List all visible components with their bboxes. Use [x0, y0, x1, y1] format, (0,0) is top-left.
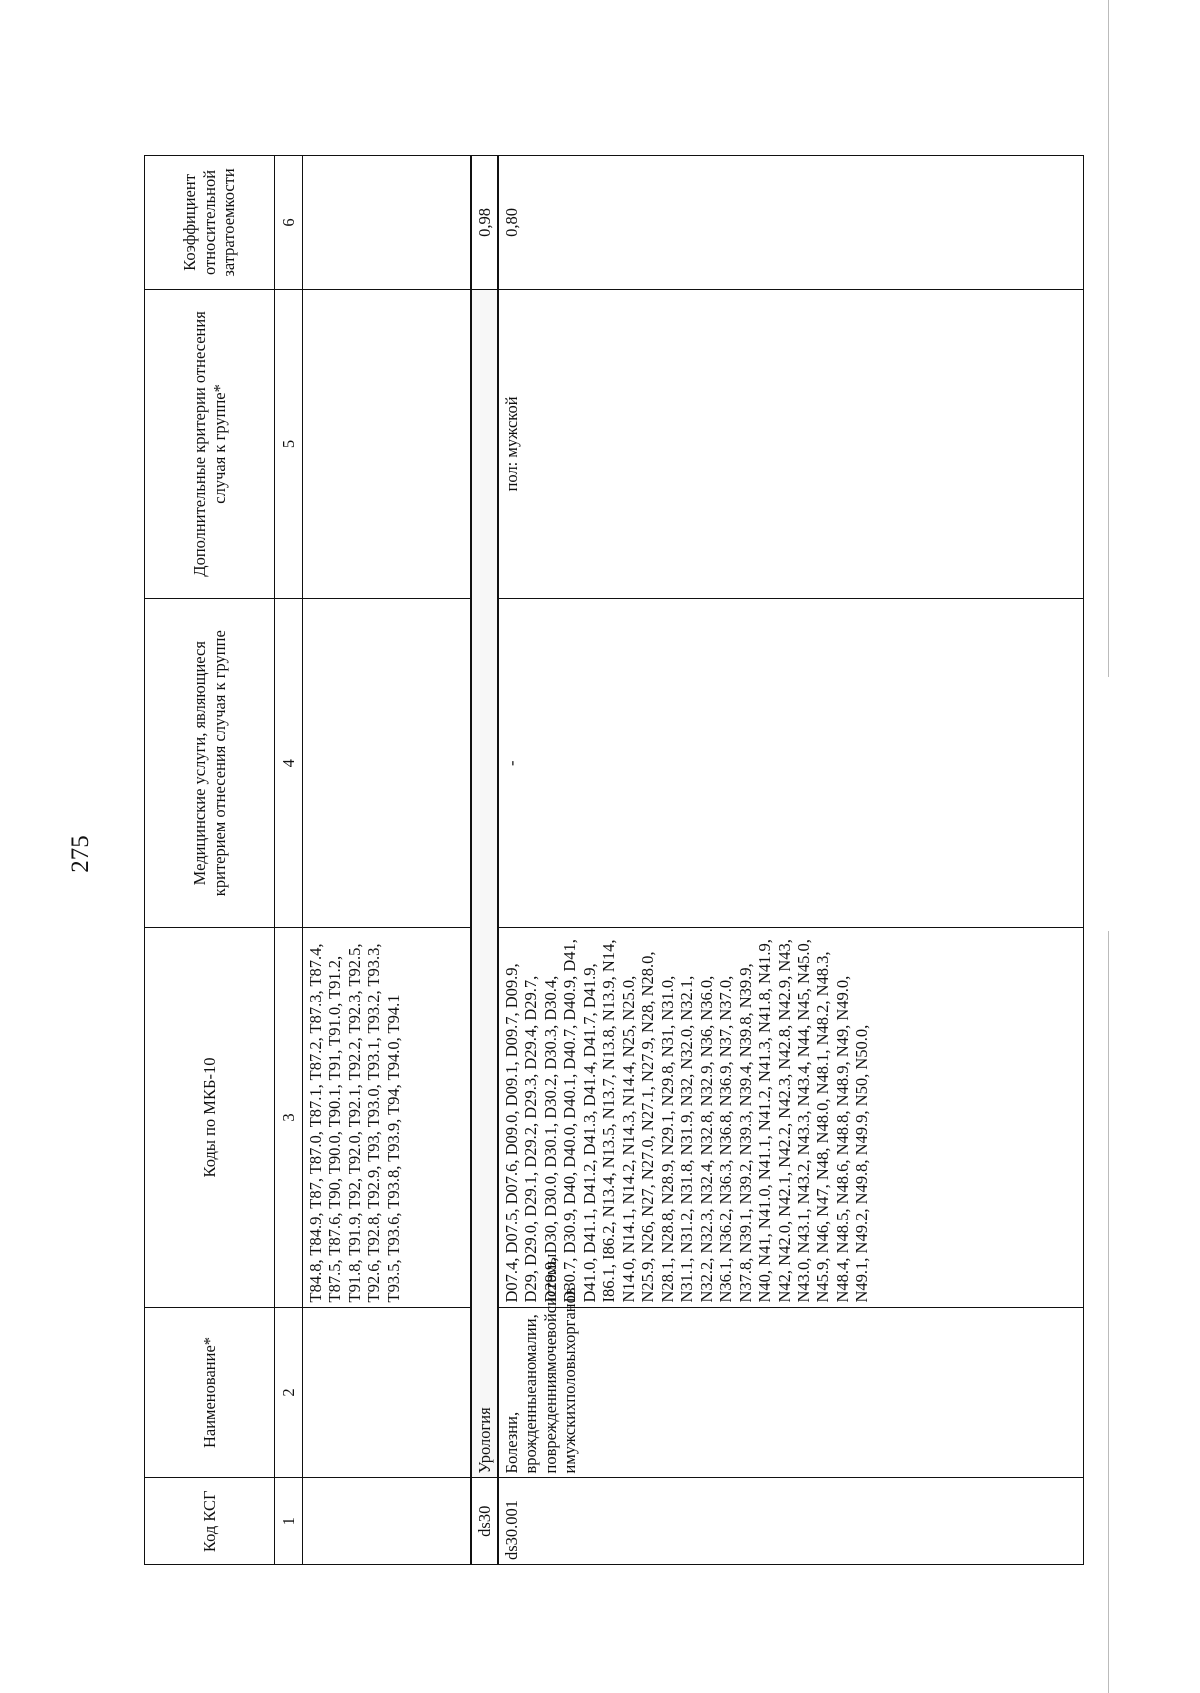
section-coefficient: 0,98: [471, 156, 498, 290]
section-code: ds30: [471, 1478, 498, 1565]
icd-codes-cell: T84.8, T84.9, T87, T87.0, T87.1, T87.2, T87.3, T87.4, T87.5, T87.6, T90, T90.0, T90.1, T91, T91.0, T91.2, T91.8, T91.9, T92, T92.0, T92.1, T92.2, T92.3, T92.5, T92.6, T92.8, T92.9, T93, T93.0, T93.1, T93.2, T93.3, T93.5, T93.6, T93.8, T93.9, T94, T94.0, T94.1: [303, 928, 471, 1307]
coefficient-cell: 0,80: [498, 156, 1084, 290]
tariff-table-sheet: [144, 155, 1084, 1565]
icd-codes-cell: D07.4, D07.5, D07.6, D09.0, D09.1, D09.7, D09.9, D29, D29.0, D29.1, D29.2, D29.3, D29.4, D29.7, D29.9, D30, D30.0, D30.1, D30.2, D30.3, D30.4, D30.7, D30.9, D40, D40.0, D40.1, D40.7, D40.9, D41, D41.0, D41.1, D41.2, D41.3, D41.4, D41.7, D41.9, I86.1, I86.2, N13.4, N13.5, N13.7, N13.8, N13.9, N14, N14.0, N14.1, N14.2, N14.3, N14.4, N25, N25.0, N25.9, N26, N27, N27.0, N27.1, N27.9, N28, N28.0, N28.1, N28.8, N28.9, N29.1, N29.8, N31, N31.0, N31.1, N31.2, N31.8, N31.9, N32, N32.0, N32.1, N32.2, N32.3, N32.4, N32.8, N32.9, N36, N36.0, N36.1, N36.2, N36.3, N36.8, N36.9, N37, N37.0, N37.8, N39.1, N39.2, N39.3, N39.4, N39.8, N39.9, N40, N41, N41.0, N41.1, N41.2, N41.3, N41.8, N41.9, N42, N42.0, N42.1, N42.2, N42.3, N42.8, N42.9, N43, N43.0, N43.1, N43.2, N43.3, N43.4, N44, N45, N45.0, N45.9, N46, N47, N48, N48.0, N48.1, N48.2, N48.3, N48.4, N48.5, N48.6, N48.8, N48.9, N49, N49.0, N49.1, N49.2, N49.8, N49.9, N50, N50.0,: [498, 928, 1084, 1307]
header-ksg-code: Код КСГ: [145, 1478, 275, 1565]
header-medical-services: Медицинские услуги, являющиеся критерием отнесения случая к группе: [145, 598, 275, 928]
ksg-code-cell: [303, 1478, 471, 1565]
header-name: Наименование*: [145, 1307, 275, 1478]
section-name: Урология: [471, 289, 498, 1478]
services-cell: -: [498, 598, 1084, 928]
column-number: 2: [275, 1307, 303, 1478]
column-number: 4: [275, 598, 303, 928]
header-icd-codes: Коды по МКБ-10: [145, 928, 275, 1307]
header-coefficient: Коэффициент относительной затратоемкости: [145, 156, 275, 290]
section-row: [471, 156, 498, 1565]
services-cell: [303, 598, 471, 928]
ksg-table: [144, 155, 1084, 1565]
table-row: [303, 156, 471, 1565]
scan-edge-line: [1108, 0, 1109, 1693]
table-row: [498, 156, 1084, 1565]
ksg-code-cell: ds30.001: [498, 1478, 1084, 1565]
column-number: 1: [275, 1478, 303, 1565]
page-number: 275: [66, 835, 94, 873]
column-number: 6: [275, 156, 303, 290]
name-cell: [303, 1307, 471, 1478]
header-row: [145, 156, 275, 1565]
column-number-row: [275, 156, 303, 1565]
header-additional-criteria: Дополнительные критерии отнесения случая к группе*: [145, 289, 275, 598]
criteria-cell: пол: мужской: [498, 289, 1084, 598]
criteria-cell: [303, 289, 471, 598]
name-cell: Болезни, врожденныеаномалии, поврежденниямочевойсистемы имужскихполовыхорганов: [498, 1307, 1084, 1478]
column-number: 3: [275, 928, 303, 1307]
column-number: 5: [275, 289, 303, 598]
coefficient-cell: [303, 156, 471, 290]
